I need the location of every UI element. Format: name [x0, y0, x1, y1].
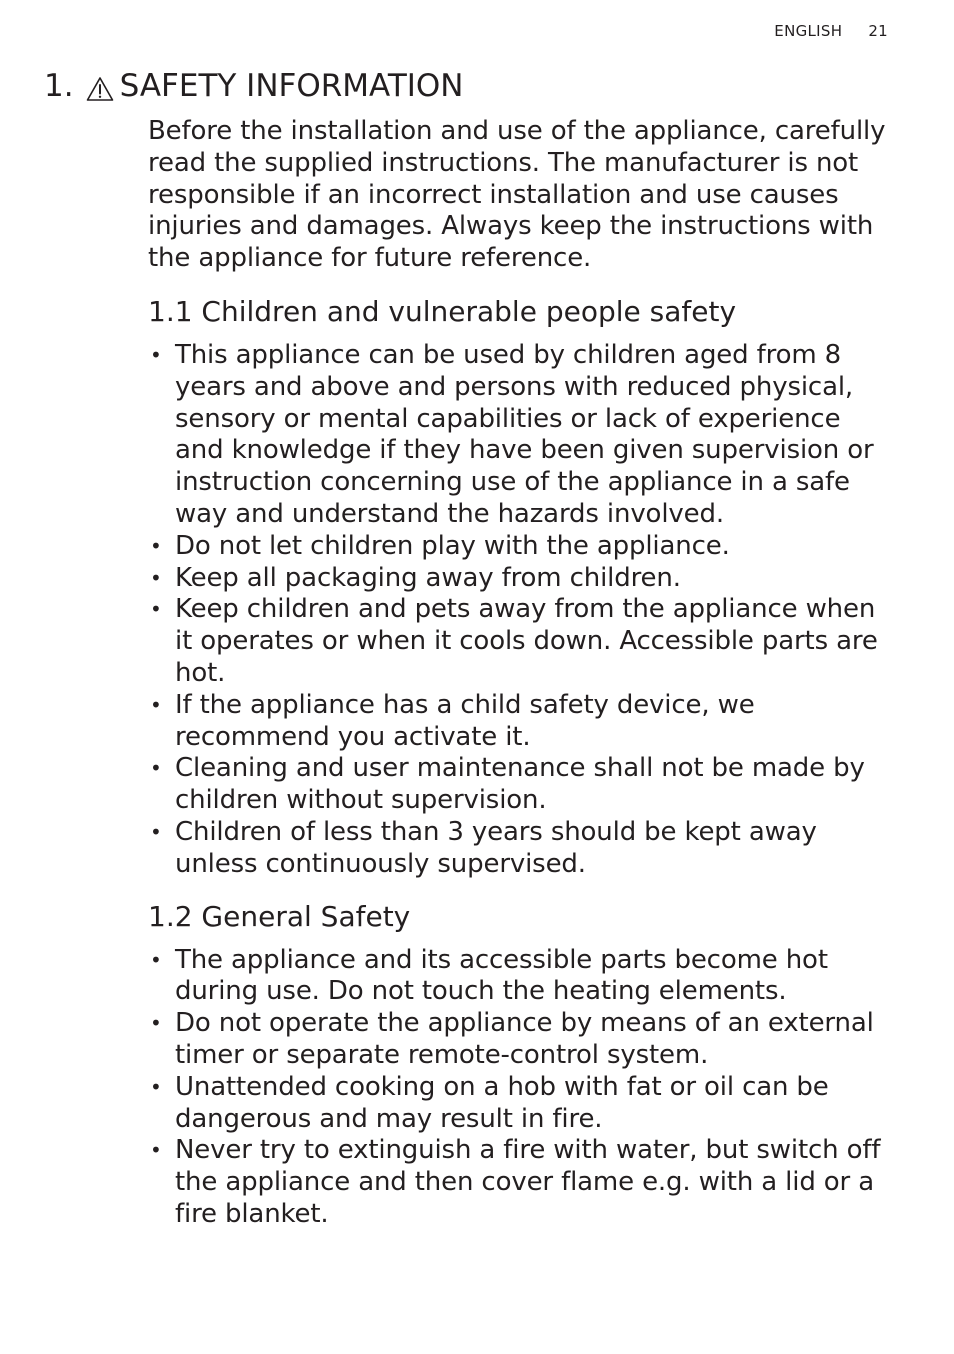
list-item: • Never try to extinguish a fire with water, but switch off the appliance and then cover flame e.g. with a lid or a fire blanket. — [150, 1135, 881, 1229]
title-text: SAFETY INFORMATION — [119, 68, 464, 104]
list-item: • Keep all packaging away from children. — [150, 562, 681, 593]
intro-paragraph: Before the installation and use of the appliance, carefully read the supplied instructions. The manufacturer is not responsible if an incorrect installation and use causes injuries and damages. Always keep the instructions with the appliance for future reference. — [148, 116, 886, 274]
general-safety-list — [148, 945, 894, 1231]
warning-triangle-icon — [86, 72, 114, 98]
bullet-icon: • — [150, 1074, 162, 1099]
page-title — [44, 66, 464, 106]
bullet-icon: • — [150, 819, 162, 844]
bullet-icon: • — [150, 533, 162, 558]
list-item: • This appliance can be used by children aged from 8 years and above and persons with reduced physical, sensory or mental capabilities or lack of experience and knowledge if they have been given supervision or instruction concerning use of the appliance in a safe way and understand the hazards involved. — [150, 339, 874, 529]
list-item: • Cleaning and user maintenance shall not be made by children without supervision. — [150, 753, 865, 816]
section-heading-children: 1.1 Children and vulnerable people safety — [148, 294, 737, 328]
header-page-number: 21 — [868, 22, 888, 40]
header-language: ENGLISH — [774, 22, 843, 40]
bullet-icon: • — [150, 1138, 162, 1163]
list-item: • Children of less than 3 years should be kept away unless continuously supervised. — [150, 816, 817, 879]
bullet-icon: • — [150, 597, 162, 622]
bullet-icon: • — [150, 342, 162, 367]
section-heading-general: 1.2 General Safety — [148, 899, 411, 933]
title-number: 1. — [44, 68, 74, 104]
children-safety-list — [148, 340, 894, 881]
list-item: • Unattended cooking on a hob with fat or oil can be dangerous and may result in fire. — [150, 1071, 829, 1134]
list-item: • The appliance and its accessible parts become hot during use. Do not touch the heating elements. — [150, 944, 828, 1007]
list-item: • Do not operate the appliance by means of an external timer or separate remote-control system. — [150, 1008, 874, 1070]
list-item: • Do not let children play with the appliance. — [150, 530, 730, 561]
bullet-icon: • — [150, 947, 162, 972]
content — [148, 116, 894, 1231]
bullet-icon: • — [150, 1011, 162, 1036]
bullet-icon: • — [150, 565, 162, 590]
list-item: • If the appliance has a child safety device, we recommend you activate it. — [150, 689, 755, 752]
bullet-icon: • — [150, 756, 162, 781]
list-item: • Keep children and pets away from the appliance when it operates or when it cools down. Accessible parts are hot. — [150, 594, 878, 688]
bullet-icon: • — [150, 692, 162, 717]
page-header — [774, 22, 888, 40]
